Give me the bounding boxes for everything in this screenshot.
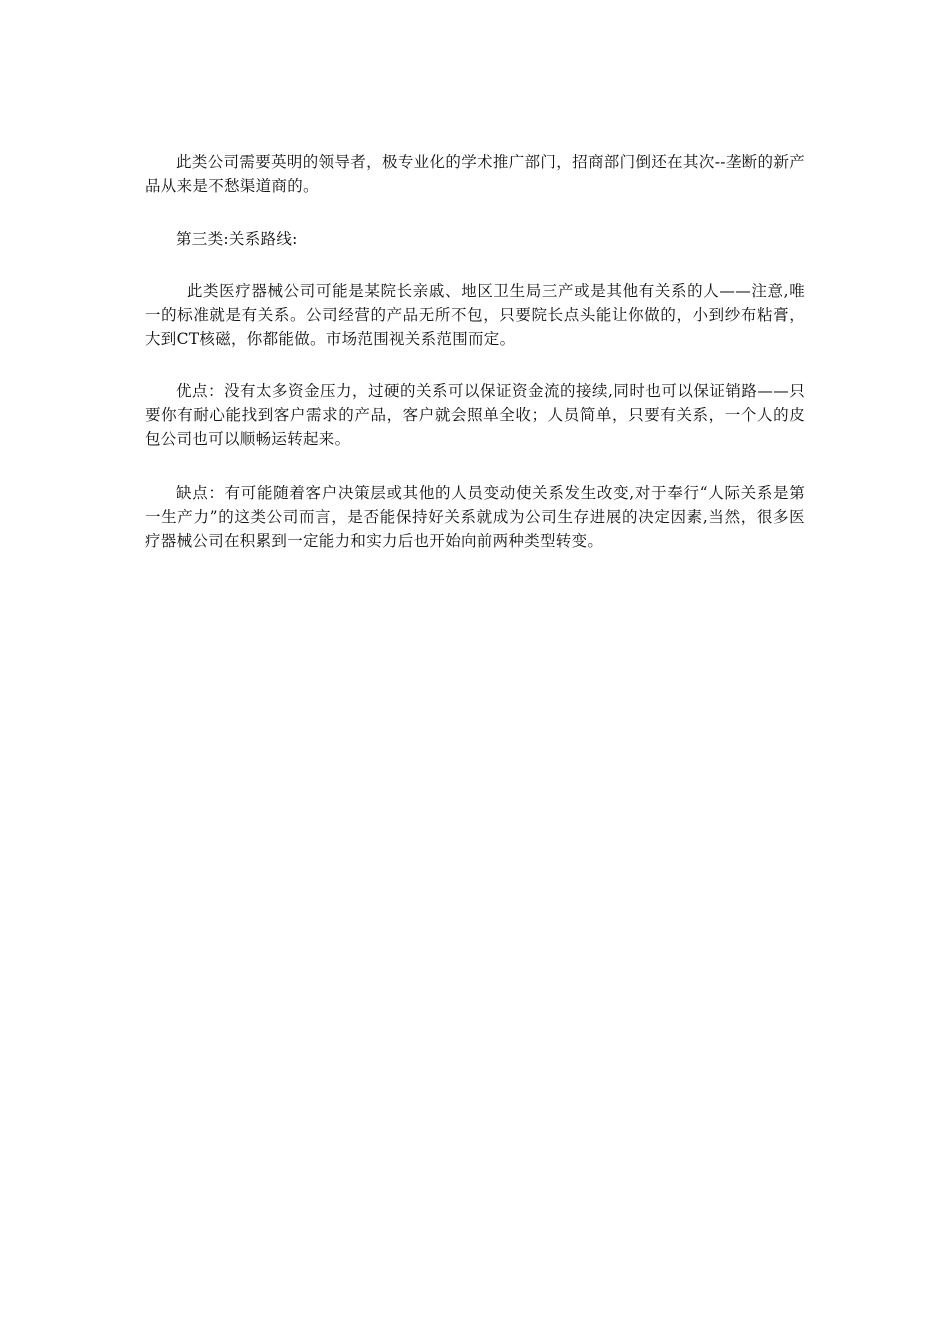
- paragraph-description: 此类医疗器械公司可能是某院长亲戚、地区卫生局三产或是其他有关系的人——注意,唯一的标准就是有关系。公司经营的产品无所不包，只要院长点头能让你做的，小到纱布粘膏，大到CT核磁，你都能做。市场范围视关系范围而定。: [145, 282, 805, 348]
- paragraph-disadvantages: 缺点：有可能随着客户决策层或其他的人员变动使关系发生改变,对于奉行“人际关系是第一生产力”的这类公司而言，是否能保持好关系就成为公司生存进展的决定因素,当然，很多医疗器械公司在积累到一定能力和实力后也开始向前两种类型转变。: [145, 484, 805, 550]
- document-body: [145, 150, 805, 553]
- paragraph-advantages: 优点：没有太多资金压力，过硬的关系可以保证资金流的接续,同时也可以保证销路——只要你有耐心能找到客户需求的产品，客户就会照单全收；人员简单，只要有关系，一个人的皮包公司也可以顺畅运转起来。: [145, 382, 805, 448]
- paragraph-intro: 此类公司需要英明的领导者，极专业化的学术推广部门，招商部门倒还在其次--垄断的新产品从来是不愁渠道商的。: [145, 153, 805, 195]
- section-heading-third-type: 第三类:关系路线:: [176, 230, 298, 248]
